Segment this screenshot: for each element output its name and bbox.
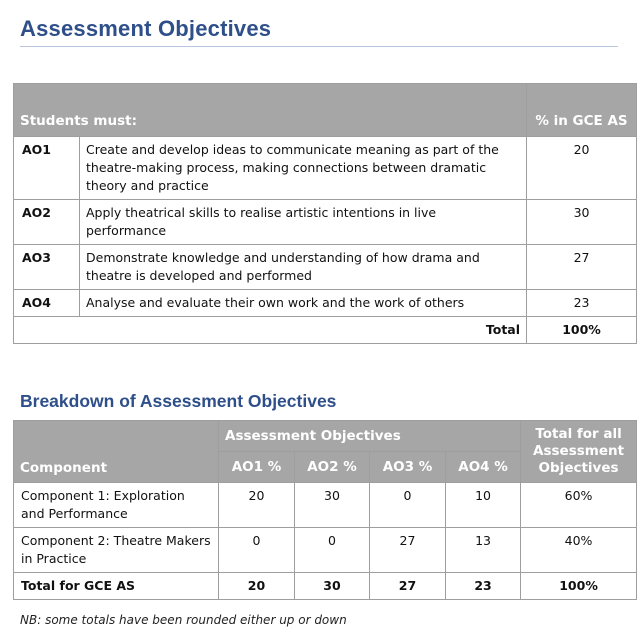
header-ao1: AO1 % bbox=[219, 452, 295, 483]
objective-pct: 27 bbox=[527, 245, 637, 290]
ao1-value: 0 bbox=[219, 528, 295, 573]
header-ao2: AO2 % bbox=[295, 452, 370, 483]
header-pct: % in GCE AS bbox=[527, 84, 637, 137]
objective-pct: 30 bbox=[527, 200, 637, 245]
ao2-value: 0 bbox=[295, 528, 370, 573]
breakdown-table bbox=[13, 420, 637, 600]
ao4-value: 10 bbox=[446, 483, 521, 528]
ao4-total: 23 bbox=[446, 573, 521, 600]
ao1-total: 20 bbox=[219, 573, 295, 600]
grand-total: 100% bbox=[521, 573, 637, 600]
component-name: Component 2: Theatre Makers in Practice bbox=[14, 528, 219, 573]
objectives-table bbox=[13, 83, 637, 344]
component-name: Component 1: Exploration and Performance bbox=[14, 483, 219, 528]
header-total: Total for all Assessment Objectives bbox=[521, 421, 637, 483]
component-total: 40% bbox=[521, 528, 637, 573]
ao1-value: 20 bbox=[219, 483, 295, 528]
ao2-total: 30 bbox=[295, 573, 370, 600]
header-ao3: AO3 % bbox=[370, 452, 446, 483]
ao3-total: 27 bbox=[370, 573, 446, 600]
objective-pct: 20 bbox=[527, 137, 637, 200]
total-value: 100% bbox=[527, 317, 637, 344]
ao2-value: 30 bbox=[295, 483, 370, 528]
objective-code: AO3 bbox=[14, 245, 80, 290]
objective-code: AO2 bbox=[14, 200, 80, 245]
header-component: Component bbox=[14, 421, 219, 483]
ao3-value: 27 bbox=[370, 528, 446, 573]
objective-description: Apply theatrical skills to realise artistic intentions in live performance bbox=[80, 200, 527, 245]
objective-row bbox=[14, 245, 637, 290]
total-row-label: Total for GCE AS bbox=[14, 573, 219, 600]
objectives-total-row bbox=[14, 317, 637, 344]
header-students: Students must: bbox=[14, 84, 527, 137]
objective-row bbox=[14, 290, 637, 317]
ao4-value: 13 bbox=[446, 528, 521, 573]
ao3-value: 0 bbox=[370, 483, 446, 528]
objectives-header-row bbox=[14, 84, 637, 137]
objective-code: AO4 bbox=[14, 290, 80, 317]
objective-row bbox=[14, 200, 637, 245]
objective-pct: 23 bbox=[527, 290, 637, 317]
total-label: Total bbox=[14, 317, 527, 344]
breakdown-total-row bbox=[14, 573, 637, 600]
header-ao-group: Assessment Objectives bbox=[219, 421, 521, 452]
page-title: Assessment Objectives bbox=[20, 16, 272, 41]
objective-description: Analyse and evaluate their own work and the work of others bbox=[80, 290, 527, 317]
breakdown-header-row-1 bbox=[14, 421, 637, 452]
footnote: NB: some totals have been rounded either up or down bbox=[20, 613, 347, 627]
objective-description: Create and develop ideas to communicate meaning as part of the theatre-making process, making connections between dramatic theory and practice bbox=[80, 137, 527, 200]
objective-row bbox=[14, 137, 637, 200]
component-total: 60% bbox=[521, 483, 637, 528]
objective-code: AO1 bbox=[14, 137, 80, 200]
header-ao4: AO4 % bbox=[446, 452, 521, 483]
objective-description: Demonstrate knowledge and understanding of how drama and theatre is developed and performed bbox=[80, 245, 527, 290]
title-divider bbox=[20, 46, 618, 47]
component-row bbox=[14, 528, 637, 573]
breakdown-title: Breakdown of Assessment Objectives bbox=[20, 391, 337, 411]
component-row bbox=[14, 483, 637, 528]
